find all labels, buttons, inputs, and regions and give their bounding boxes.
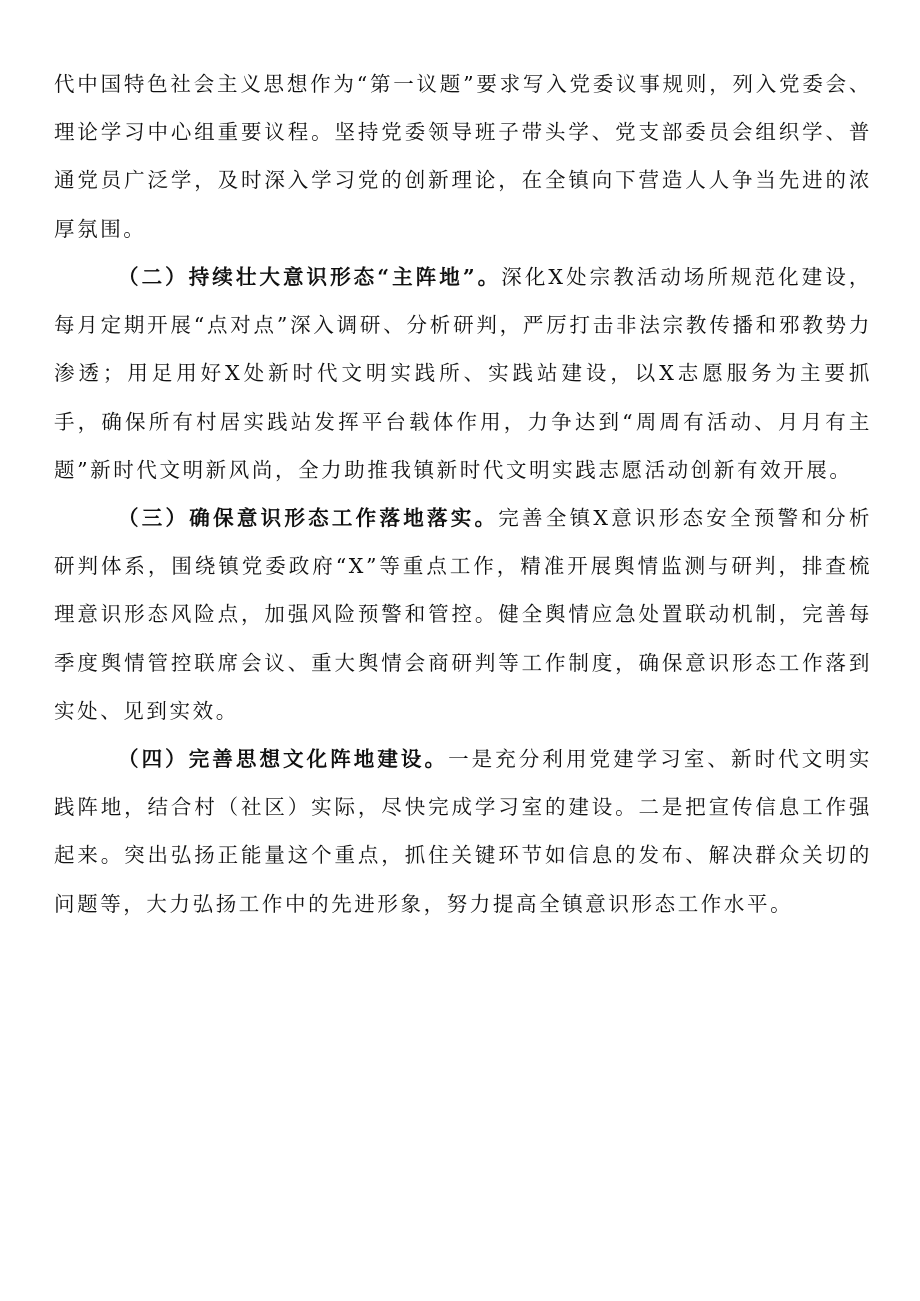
section-heading: （三）确保意识形态工作落地落实。	[118, 506, 499, 530]
paragraph-body: 一是充分利用党建学习室、新时代文明实践阵地，结合村（社区）实际，尽快完成学习室的建设。二是把宣传信息工作强起来。突出弘扬正能量这个重点，抓住关键环节如信息的发布、解决群众关切的问题等，大力弘扬工作中的先进形象，努力提高全镇意识形态工作水平。	[54, 747, 872, 916]
paragraph-body: 深化X处宗教活动场所规范化建设，每月定期开展“点对点”深入调研、分析研判，严厉打击非法宗教传播和邪教势力渗透；用足用好X处新时代文明实践所、实践站建设，以X志愿服务为主要抓手，确保所有村居实践站发挥平台载体作用，力争达到“周周有活动、月月有主题”新时代文明新风尚，全力助推我镇新时代文明实践志愿活动创新有效开展。	[54, 265, 872, 482]
paragraph-section-3	[54, 494, 872, 735]
paragraph-section-4	[54, 735, 872, 928]
paragraph-body: 代中国特色社会主义思想作为“第一议题”要求写入党委议事规则，列入党委会、理论学习中心组重要议程。坚持党委领导班子带头学、党支部委员会组织学、普通党员广泛学，及时深入学习党的创新理论，在全镇向下营造人人争当先进的浓厚氛围。	[54, 72, 872, 241]
section-heading: （二）持续壮大意识形态“主阵地”。	[118, 265, 502, 289]
section-heading: （四）完善思想文化阵地建设。	[118, 747, 449, 771]
paragraph-body: 完善全镇X意识形态安全预警和分析研判体系，围绕镇党委政府“X”等重点工作，精准开展舆情监测与研判，排查梳理意识形态风险点，加强风险预警和管控。健全舆情应急处置联动机制，完善每季度舆情管控联席会议、重大舆情会商研判等工作制度，确保意识形态工作落到实处、见到实效。	[54, 506, 872, 723]
paragraph-continuation	[54, 60, 872, 253]
paragraph-section-2	[54, 253, 872, 494]
